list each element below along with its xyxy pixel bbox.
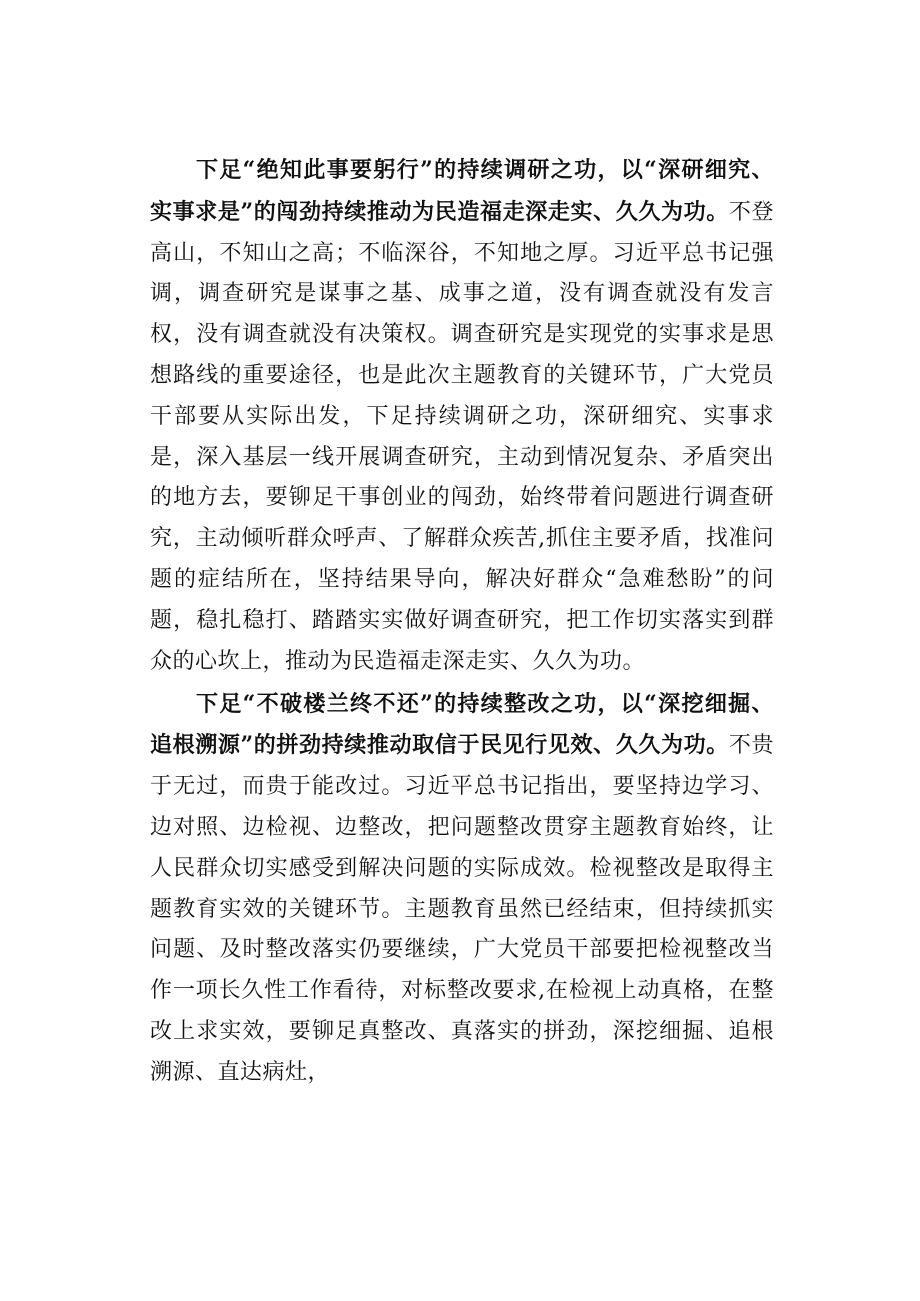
paragraph-1-lead: 下足“绝知此事要躬行”的持续调研之功，以“深研细究、实事求是”的闯劲持续推动为民造福走深走实、久久为功。 (150, 157, 774, 225)
paragraph-1 (150, 150, 774, 682)
paragraph-2-body: 不贵于无过，而贵于能改过。习近平总书记指出，要坚持边学习、边对照、边检视、边整改，把问题整改贯穿主题教育始终，让人民群众切实感受到解决问题的实际成效。检视整改是取得主题教育实效的关键环节。主题教育虽然已经结束，但持续抓实问题、及时整改落实仍要继续，广大党员干部要把检视整改当作一项长久性工作看待，对标整改要求,在检视上动真格，在整改上求实效，要铆足真整改、真落实的拼劲，深挖细掘、追根溯源、直达病灶， (150, 733, 774, 1085)
paragraph-2 (150, 684, 774, 1094)
paragraph-2-lead: 下足“不破楼兰终不还”的持续整改之功，以“深挖细掘、追根溯源”的拼劲持续推动取信于民见行见效、久久为功。 (150, 690, 774, 759)
document-page (150, 150, 774, 1095)
paragraph-1-body: 不登高山，不知山之高；不临深谷，不知地之厚。习近平总书记强调，调查研究是谋事之基、成事之道，没有调查就没有发言权，没有调查就没有决策权。调查研究是实现党的实事求是思想路线的重要途径，也是此次主题教育的关键环节，广大党员干部要从实际出发，下足持续调研之功，深研细究、实事求是，深入基层一线开展调查研究，主动到情况复杂、矛盾突出的地方去，要铆足干事创业的闯劲，始终带着问题进行调查研究，主动倾听群众呼声、了解群众疾苦,抓住主要矛盾，找准问题的症结所在，坚持结果导向，解决好群众“急难愁盼”的问题，稳扎稳打、踏踏实实做好调查研究，把工作切实落实到群众的心坎上，推动为民造福走深走实、久久为功。 (150, 199, 774, 674)
